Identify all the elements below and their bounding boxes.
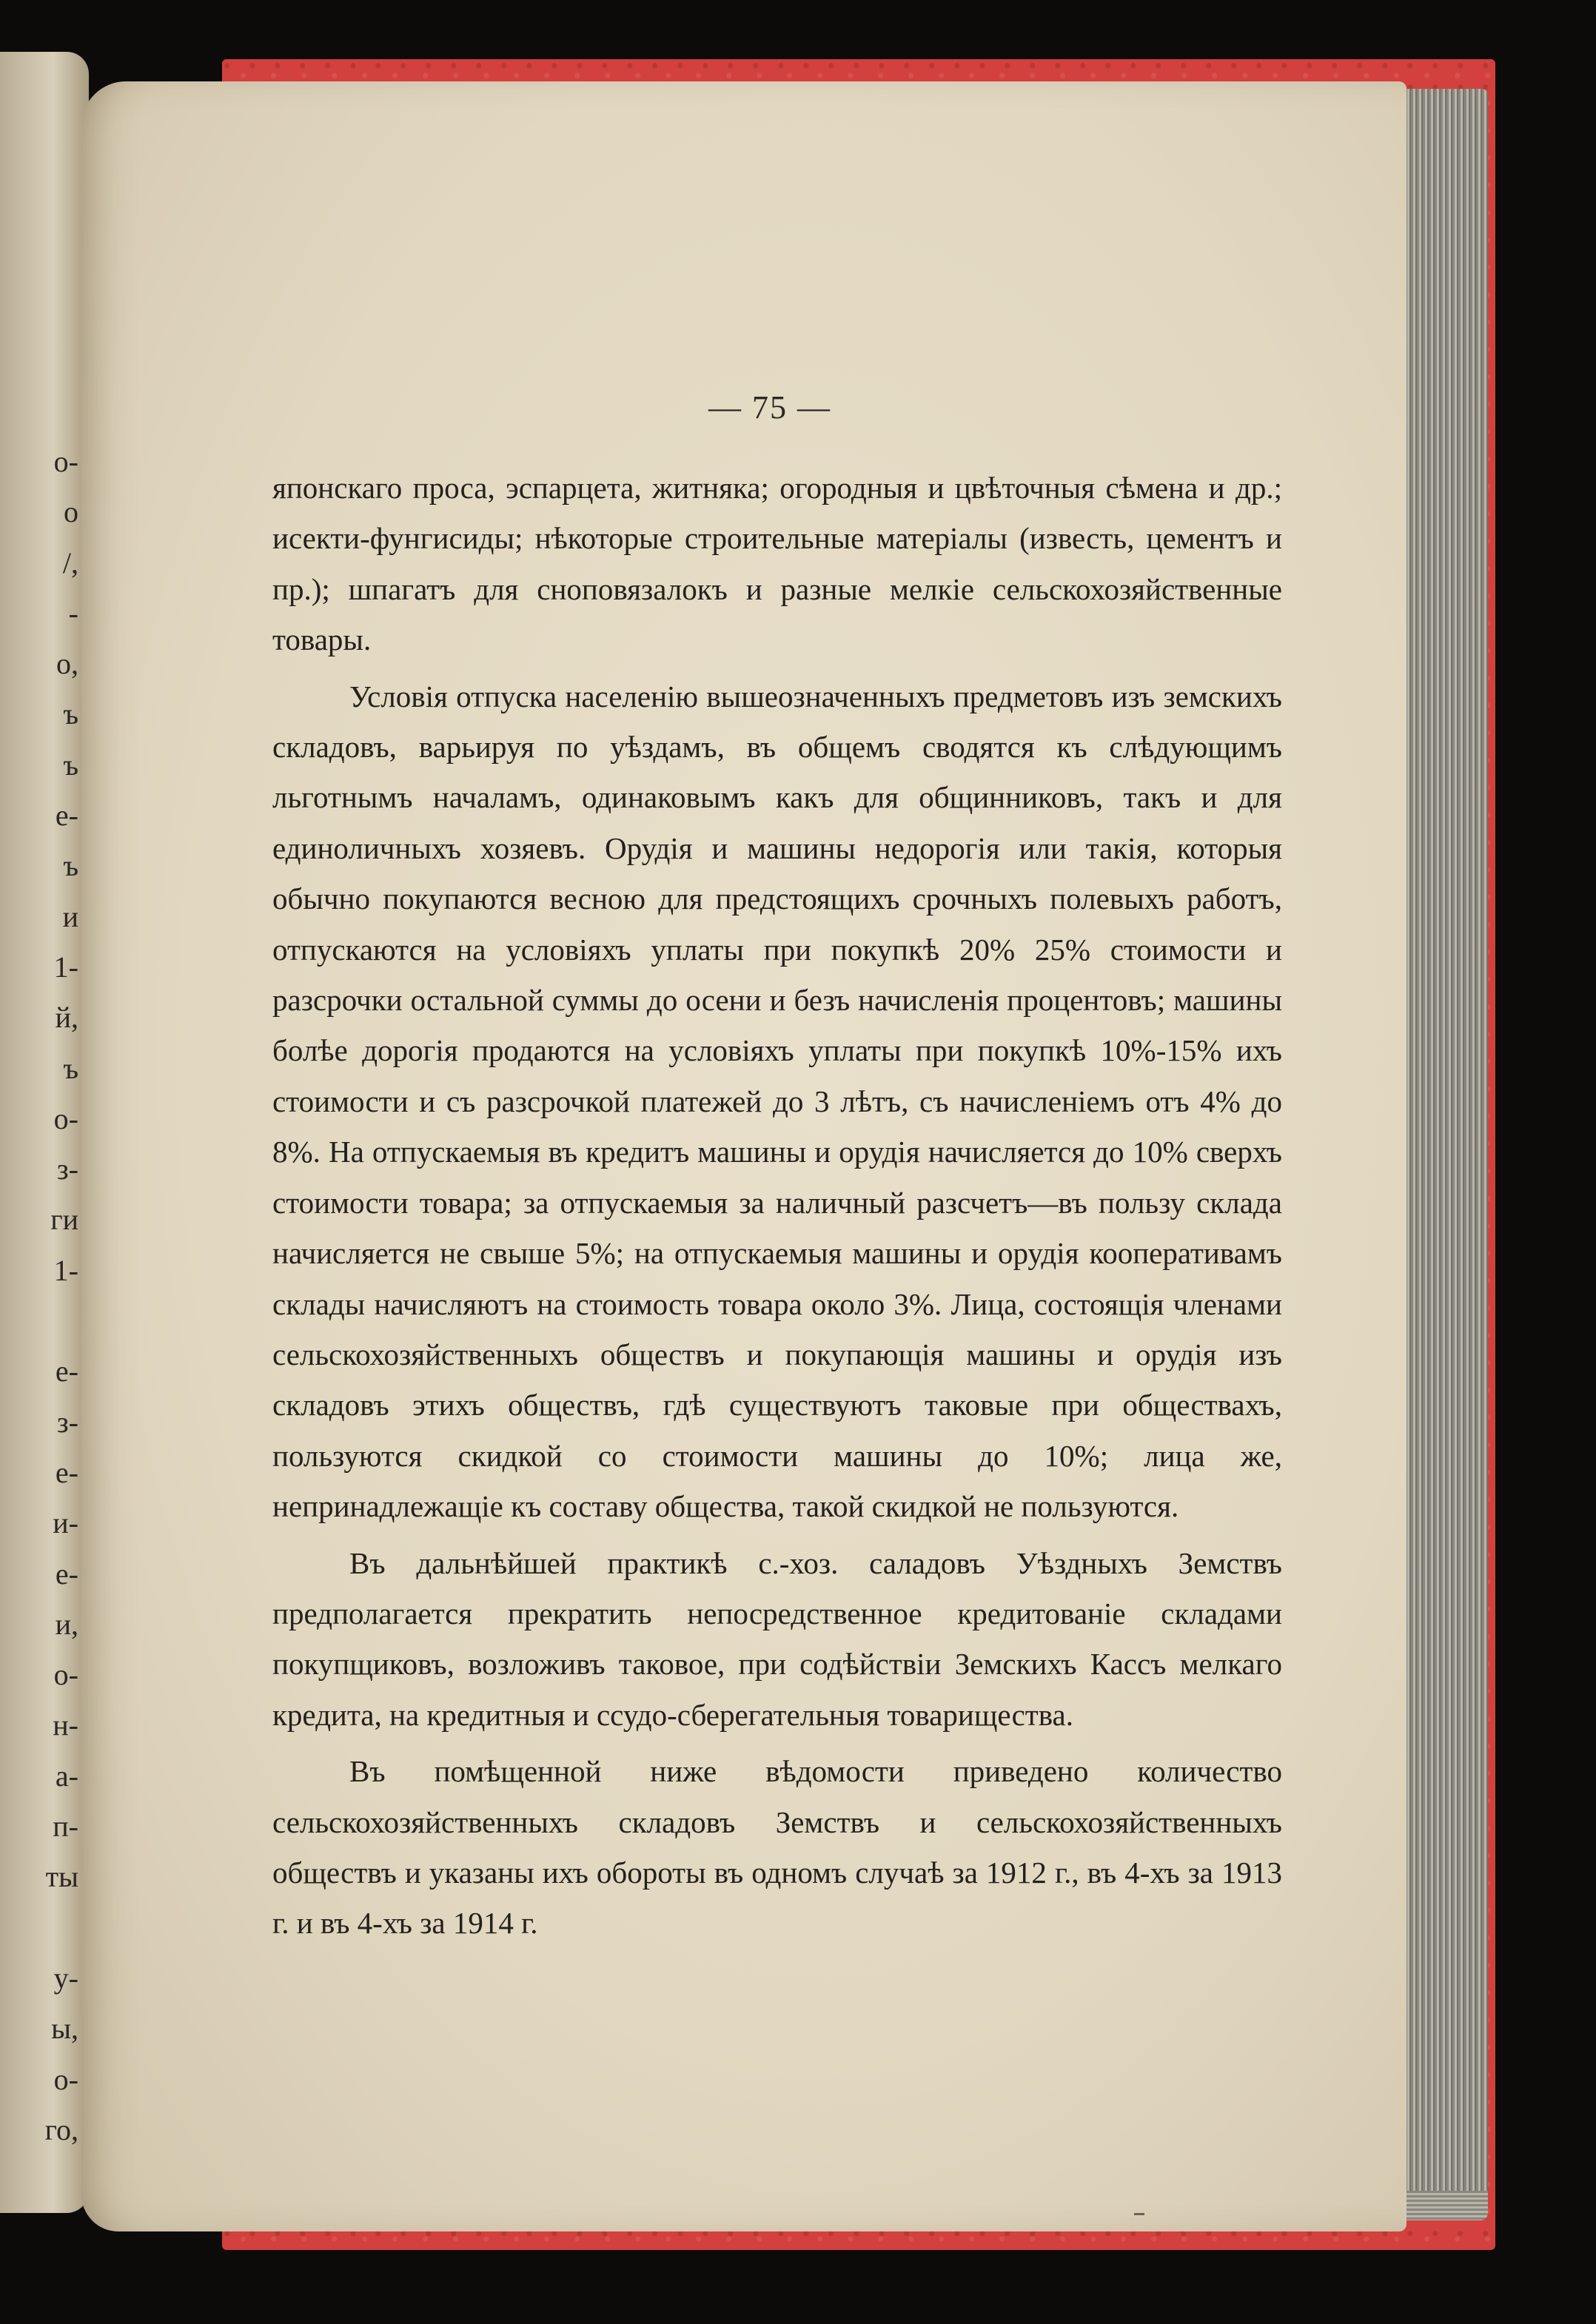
left-page-fragment: ъ bbox=[63, 849, 78, 883]
left-page-fragment: ты bbox=[45, 1860, 78, 1894]
left-page-fragment: у- bbox=[53, 1961, 78, 1995]
left-page-fragment bbox=[0, 1296, 81, 1346]
left-page-fragment: - bbox=[68, 596, 78, 630]
left-page-fragment: ъ bbox=[63, 748, 78, 782]
left-page-fragment: е- bbox=[55, 1354, 78, 1388]
left-page-fragment: ъ bbox=[63, 697, 78, 731]
left-page-fragment: ги bbox=[50, 1203, 78, 1237]
left-page-fragment: /, bbox=[62, 545, 78, 580]
stray-mark bbox=[1134, 2213, 1144, 2215]
left-page-fragment: и- bbox=[53, 1506, 78, 1540]
left-page-fragment: н- bbox=[53, 1708, 78, 1742]
left-page-fragment: о, bbox=[56, 647, 78, 681]
left-page-fragment: 1- bbox=[53, 1253, 78, 1287]
left-page-fragment: о- bbox=[53, 1101, 78, 1135]
left-page-fragment bbox=[0, 1903, 81, 1953]
left-page-fragment: о bbox=[64, 495, 78, 529]
paragraph-2: Условія отпуска населенію вышеозначенныхъ предметовъ изъ земскихъ складовъ, варьируя по уѣздамъ, въ общемъ сводятся къ слѣдующимъ льготнымъ началамъ, одинаковымъ какъ для общинниковъ, такъ и для единоличныхъ хозяевъ. Орудія и машины недорогія или такія, которыя обычно покупаются весною для предстоящихъ срочныхъ полевыхъ работъ, отпускаются на условіяхъ уплаты при покупкѣ 20% 25% стоимости и разсрочки остальной суммы до осени и безъ начисленія процентовъ; машины болѣе дорогія продаются на условіяхъ уплаты при покупкѣ 10%-15% ихъ стоимости и съ разсрочкой платежей до 3 лѣтъ, съ начисленіемъ отъ 4% до 8%. На отпускаемыя въ кредитъ машины и орудія начисляется до 10% сверхъ стоимости товара; за отпускаемыя за наличный разсчетъ—въ пользу склада начисляется не свыше 5%; на отпускаемыя машины и орудія кооперативамъ склады начисляютъ на стоимость товара около 3%. Лица, состоящія членами сельскохозяйственныхъ обществъ и покупающія машины и орудія изъ складовъ этихъ обществъ, гдѣ существуютъ таковые при обществахъ, пользуются скидкой со стоимости машины до 10%; лица же, непринадлежащіе къ составу общества, такой скидкой не пользуются. bbox=[272, 679, 1282, 1524]
left-page-fragment: о- bbox=[53, 2062, 78, 2096]
left-page-fragment: п- bbox=[53, 1810, 78, 1844]
page-edges bbox=[1399, 89, 1488, 2206]
left-page-fragment: а- bbox=[55, 1759, 78, 1793]
left-facing-page bbox=[0, 52, 89, 2213]
left-page-text-fragments bbox=[0, 437, 81, 2155]
left-page-fragment: з- bbox=[56, 1152, 78, 1186]
left-page-fragment: 1- bbox=[53, 950, 78, 984]
paragraph-4: Въ помѣщенной ниже вѣдомости приведено количество сельскохозяйственныхъ складовъ Земствъ и сельскохозяйственныхъ обществъ и указаны ихъ обороты въ одномъ случаѣ за 1912 г., въ 4-хъ за 1913 г. и въ 4-хъ за 1914 г. bbox=[272, 1754, 1282, 1941]
left-page-fragment: е- bbox=[55, 1455, 78, 1489]
left-page-fragment: е- bbox=[55, 799, 78, 833]
left-page-fragment: о- bbox=[53, 1658, 78, 1692]
paragraph-3: Въ дальнѣйшей практикѣ с.-хоз. саладовъ Уѣздныхъ Земствъ предполагается прекратить непосредственное кредитованіе складами покупщиковъ, возложивъ таковое, при содѣйствіи Земскихъ Кассъ мелкаго кредита, на кредитныя и ссудо-сберегательныя товарищества. bbox=[272, 1545, 1282, 1732]
left-page-fragment: и, bbox=[55, 1607, 78, 1641]
body-text bbox=[272, 463, 1282, 1949]
left-page-fragment: ъ bbox=[63, 1051, 78, 1085]
left-page-fragment: и bbox=[62, 899, 78, 933]
page-number: — 75 — bbox=[708, 389, 831, 426]
left-page-fragment: о- bbox=[53, 445, 78, 478]
left-page-fragment: ы, bbox=[51, 2012, 78, 2046]
left-page-fragment: го, bbox=[44, 2112, 78, 2146]
document-page bbox=[81, 81, 1406, 2231]
left-page-fragment: е- bbox=[55, 1556, 78, 1591]
left-page-fragment: з- bbox=[56, 1405, 78, 1439]
left-page-fragment: й, bbox=[55, 1001, 78, 1035]
paragraph-1: японскаго проса, эспарцета, житняка; огородныя и цвѣточныя сѣмена и др.; исекти-фунгисиды; нѣкоторые строительные матеріалы (известь, цементъ и пр.); шпагатъ для сноповязалокъ и разные мелкіе сельскохозяйственные товары. bbox=[272, 471, 1282, 657]
